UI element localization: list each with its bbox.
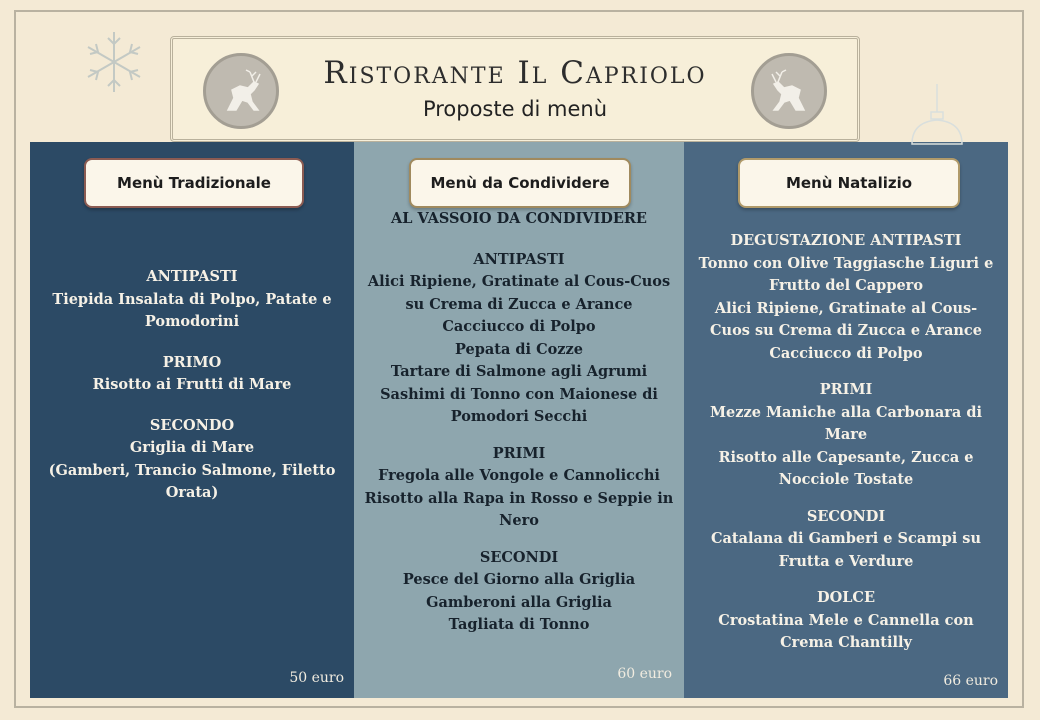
tab-menu-tradizionale[interactable]: Menù Tradizionale	[84, 158, 304, 208]
menu-item: Alici Ripiene, Gratinate al Cous-Cuos su Crema di Zucca e Arance	[367, 273, 671, 313]
menu-item: Mezze Maniche alla Carbonara di Mare	[709, 403, 983, 443]
section-heading: SECONDI	[806, 507, 886, 525]
menu-item: Tartare di Salmone agli Agrumi	[390, 363, 648, 380]
menu-subtitle: Proposte di menù	[422, 97, 608, 121]
menu-item: Pepata di Cozze	[454, 340, 583, 358]
section-heading: DEGUSTAZIONE ANTIPASTI	[730, 232, 962, 249]
menu-item: Risotto ai Frutti di Mare	[92, 376, 292, 393]
menu-item: Gamberoni alla Griglia	[426, 593, 612, 611]
section-heading: PRIMO	[162, 353, 222, 371]
price-label: 66 euro	[943, 673, 998, 689]
price-label: 50 euro	[289, 670, 344, 686]
menu-item: Alici Ripiene, Gratinate al Cous-Cuos su Crema di Zucca e Arance	[710, 299, 982, 339]
christmas-ornament-icon	[906, 84, 968, 156]
snowflake-icon	[72, 30, 156, 94]
menu-column-natalizio	[684, 142, 1008, 698]
menu-item: Tiepida Insalata di Polpo, Patate e Pomodorini	[52, 290, 332, 330]
menu-item: Pesce del Giorno alla Griglia	[402, 571, 636, 588]
menu-item: Crostatina Mele e Cannella con Crema Chantilly	[718, 611, 974, 651]
tab-menu-natalizio[interactable]: Menù Natalizio	[738, 158, 960, 208]
section-heading: SECONDO	[149, 416, 235, 434]
deer-medallion-icon	[751, 53, 827, 129]
menu-item: Catalana di Gamberi e Scampi su Frutta e Verdure	[710, 530, 981, 570]
menu-body	[696, 230, 996, 655]
section-heading: DOLCE	[817, 589, 875, 606]
menu-item: Sashimi di Tonno con Maionese di Pomodori Secchi	[380, 385, 658, 425]
section-heading: PRIMI	[819, 381, 873, 398]
menu-column-tradizionale	[30, 142, 354, 698]
price-label: 60 euro	[617, 666, 672, 682]
section-heading: PRIMI	[492, 444, 546, 462]
header-banner	[170, 36, 860, 142]
menu-intro: AL VASSOIO DA CONDIVIDERE	[390, 210, 647, 227]
menu-column-condividere	[354, 142, 684, 698]
menu-item: Cacciucco di Polpo	[769, 344, 923, 362]
menu-item: Tagliata di Tonno	[448, 616, 590, 633]
menu-item: (Gamberi, Trancio Salmone, Filetto Orata)	[48, 461, 336, 501]
menu-item: Tonno con Olive Taggiasche Liguri e Frutto del Cappero	[698, 254, 994, 294]
menu-body	[42, 266, 342, 505]
restaurant-title: Ristorante Il Capriolo	[323, 55, 707, 91]
section-heading: ANTIPASTI	[473, 250, 565, 268]
menu-body	[360, 208, 678, 637]
menu-item: Griglia di Mare	[129, 439, 255, 456]
menu-item: Fregola alle Vongole e Cannolicchi	[378, 467, 660, 484]
menu-item: Cacciucco di Polpo	[442, 318, 596, 335]
section-heading: SECONDI	[479, 548, 559, 566]
menu-item: Risotto alla Rapa in Rosso e Seppie in Nero	[364, 489, 674, 529]
tab-menu-condividere[interactable]: Menù da Condividere	[409, 158, 631, 208]
menu-item: Risotto alle Capesante, Zucca e Nocciole Tostate	[718, 448, 974, 488]
section-heading: ANTIPASTI	[146, 268, 238, 285]
